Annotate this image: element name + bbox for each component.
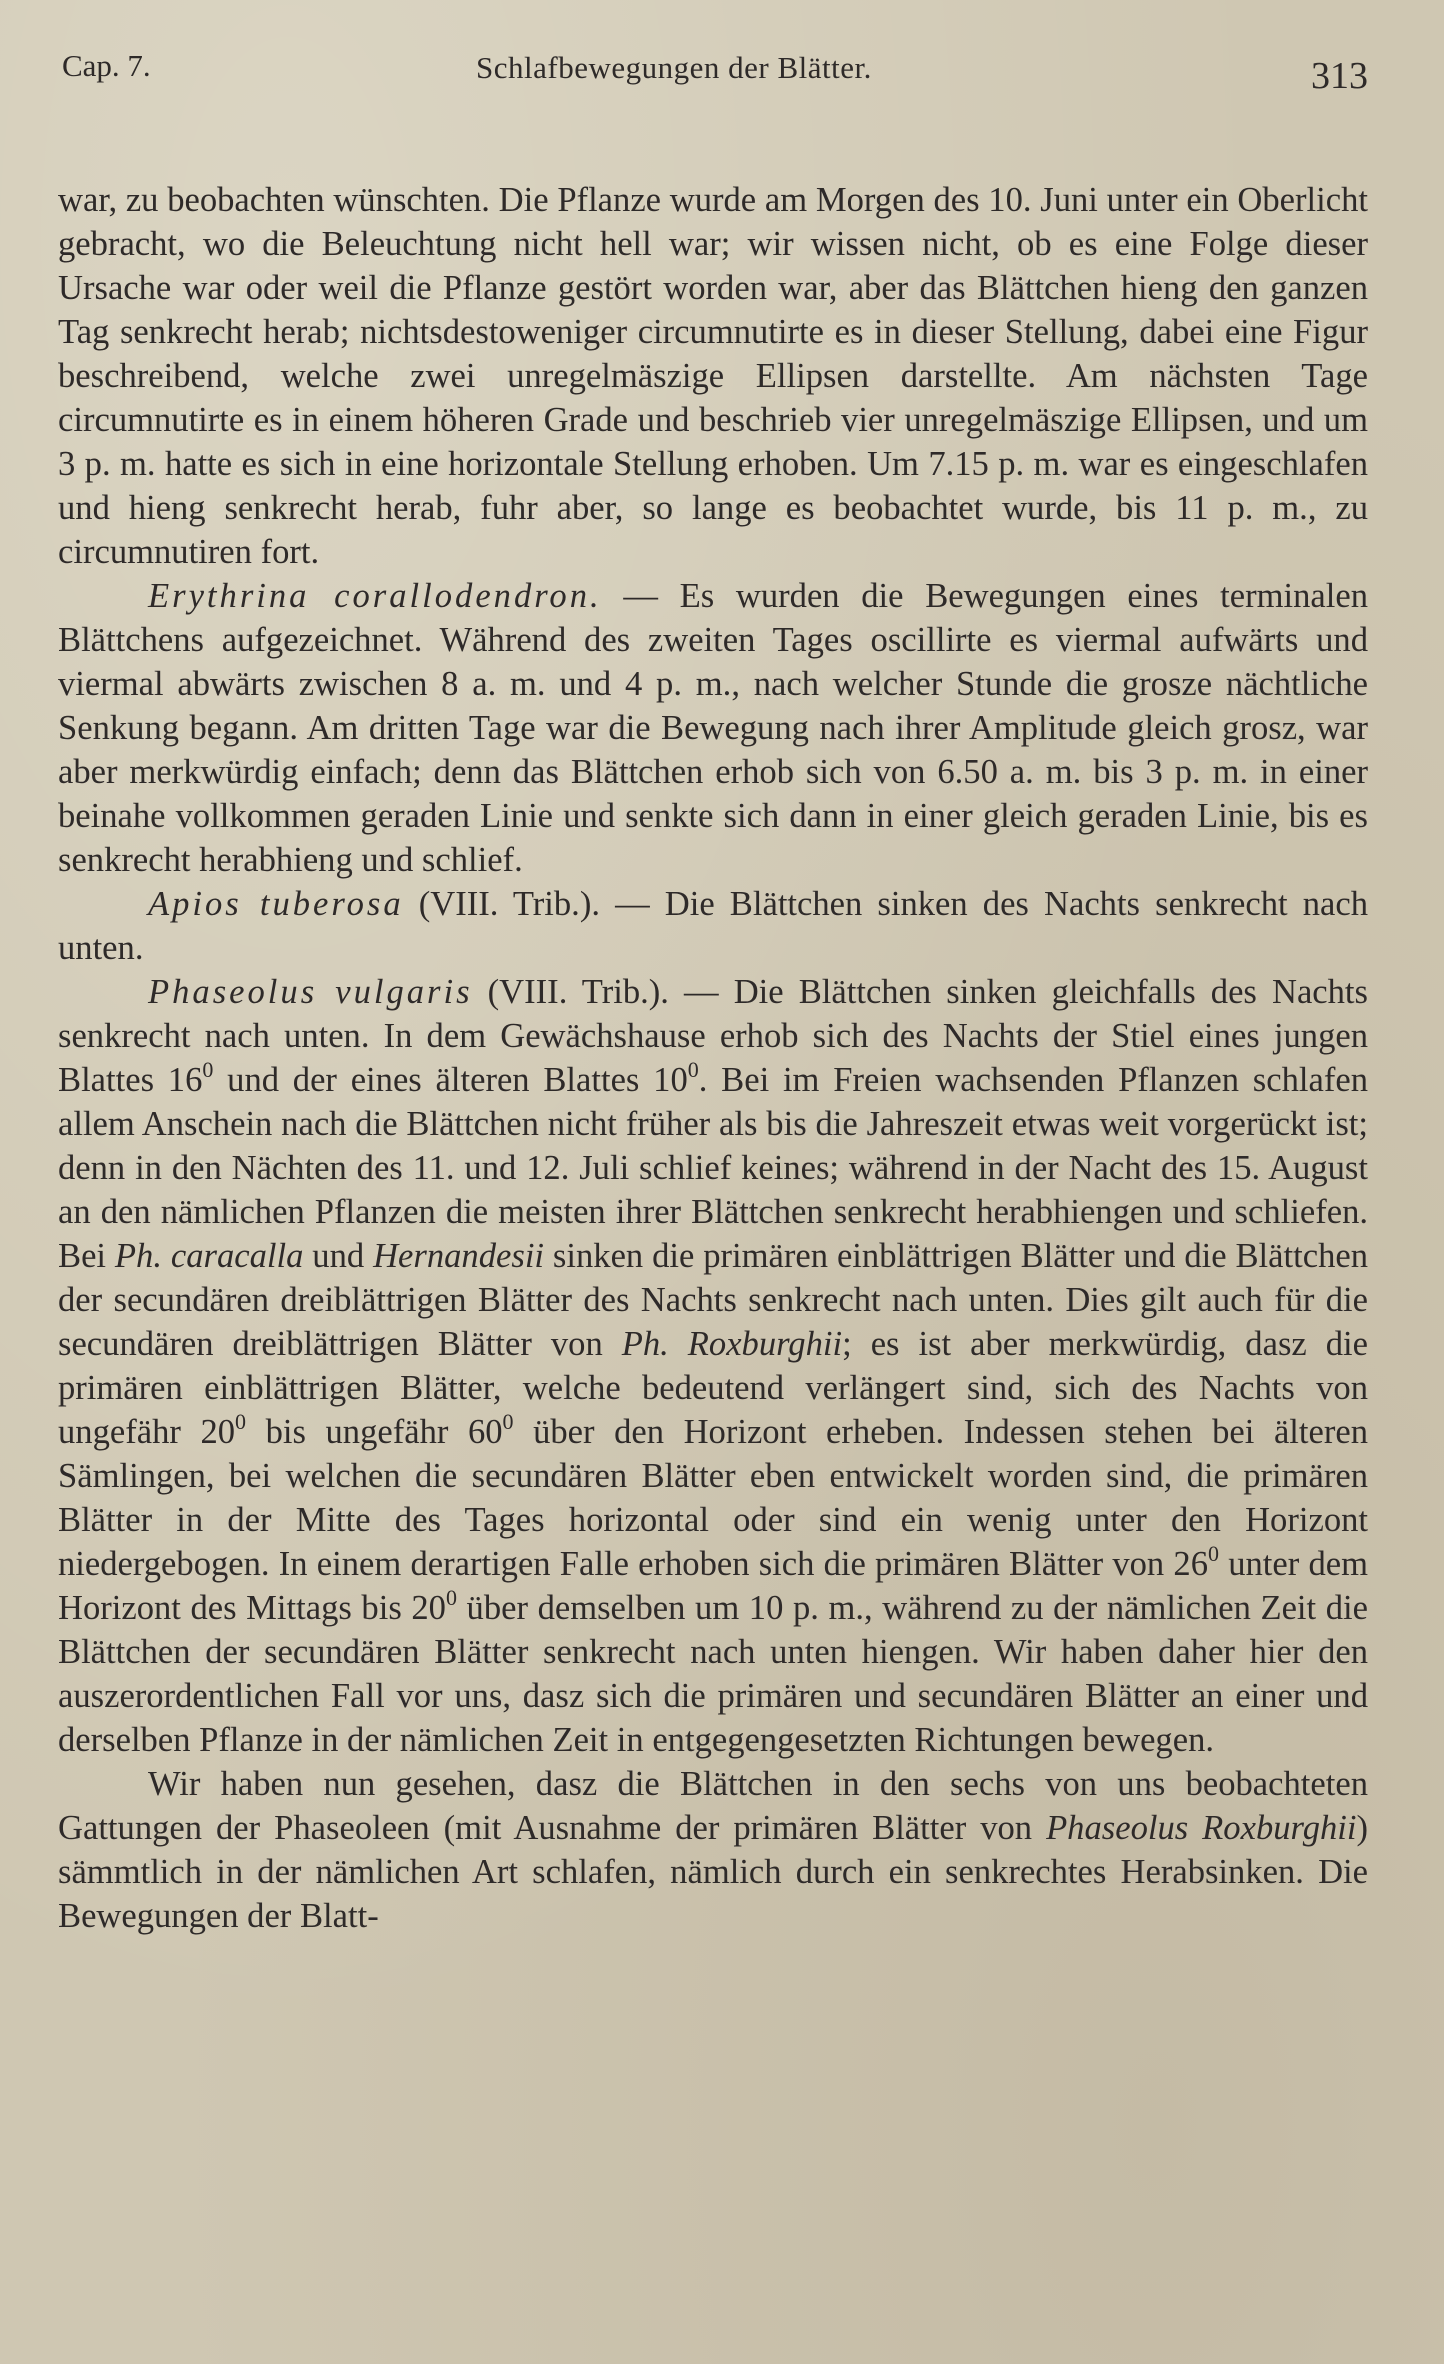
degree-mark: 0 — [235, 1409, 247, 1434]
degree-mark: 0 — [202, 1057, 214, 1082]
running-header — [58, 40, 1368, 110]
paragraph-phaseolus — [58, 970, 1368, 1762]
degree-mark: 0 — [687, 1057, 699, 1082]
paragraph-text: (VIII. Trib.). — Die Blättchen sinken des Nachts senkrecht nach unten. — [58, 885, 1368, 967]
body-text — [58, 178, 1368, 1938]
paragraph-text: . Bei im Freien wachsenden Pflanzen schlafen allem Anschein nach die Blättchen nicht früher als bis die Jahreszeit etwas weit vorgerückt ist; denn in den Nächten des 11. und 12. Juli schlief keines; während in der Nacht des 15. August an den nämlichen Pflanzen die meisten ihrer Blättchen senkrecht herabhiengen und schliefen. Bei — [58, 1061, 1368, 1275]
paragraph-text: unter dem Horizont des Mittags bis 20 — [58, 1545, 1368, 1627]
paragraph-text: über den Horizont erheben. Indessen stehen bei älteren Sämlingen, bei welchen die secundären Blätter eben entwickelt worden sind, die primären Blätter in der Mitte des Tages horizontal oder sind ein wenig unter den Horizont niedergebogen. In einem derartigen Falle erhoben sich die primären Blätter von 26 — [58, 1413, 1368, 1583]
paragraph-text: ) sämmtlich in der nämlichen Art schlafen, nämlich durch ein senkrechtes Herabsinken. Die Bewegungen der Blatt- — [58, 1809, 1368, 1935]
species-name: Phaseolus vulgaris — [148, 973, 473, 1011]
paragraph-text: sinken die primären einblättrigen Blätter und die Blättchen der secundären dreiblättrigen Blätter des Nachts senkrecht nach unten. Dies gilt auch für die secundären dreiblättrigen Blätter von — [58, 1237, 1368, 1363]
species-name: Phaseolus Roxburghii — [1046, 1809, 1357, 1847]
paragraph-text: und — [303, 1237, 374, 1275]
paragraph-apios — [58, 882, 1368, 970]
paragraph-text: (VIII. Trib.). — Die Blättchen sinken gleichfalls des Nachts senkrecht nach unten. In dem Gewächshause erhob sich des Nachts der Stiel eines jungen Blattes 16 — [58, 973, 1368, 1099]
paragraph-text: und der eines älteren Blattes 10 — [213, 1061, 688, 1099]
paragraph-text: — Es wurden die Bewegungen eines terminalen Blättchens aufgezeichnet. Während des zweiten Tages oscillirte es viermal aufwärts und viermal abwärts zwischen 8 a. m. und 4 p. m., nach welcher Stunde die grosze nächtliche Senkung begann. Am dritten Tage war die Bewegung nach ihrer Amplitude gleich grosz, war aber merkwürdig einfach; denn das Blättchen erhob sich von 6.50 a. m. bis 3 p. m. in einer beinahe vollkommen geraden Linie und senkte sich dann in einer gleich geraden Linie, bis es senkrecht herabhieng und schlief. — [58, 577, 1368, 879]
species-name: Hernandesii — [373, 1237, 545, 1275]
paragraph-text: Wir haben nun gesehen, dasz die Blättchen in den sechs von uns beobachteten Gattungen der Phaseoleen (mit Ausnahme der primären Blätter von — [58, 1765, 1368, 1847]
paragraph-1: war, zu beobachten wünschten. Die Pflanze wurde am Morgen des 10. Juni unter ein Oberlicht gebracht, wo die Beleuchtung nicht hell war; wir wissen nicht, ob es eine Folge dieser Ursache war oder weil die Pflanze gestört worden war, aber das Blättchen hieng den ganzen Tag senkrecht herab; nichtsdestoweniger circumnutirte es in dieser Stellung, dabei eine Figur beschreibend, welche zwei unregelmäszige Ellipsen darstellte. Am nächsten Tage circumnutirte es in einem höheren Grade und beschrieb vier unregelmäszige Ellipsen, und um 3 p. m. hatte es sich in eine horizontale Stellung erhoben. Um 7.15 p. m. war es eingeschlafen und hieng senkrecht herab, fuhr aber, so lange es beobachtet wurde, bis 11 p. m., zu circumnutiren fort. — [58, 181, 1368, 571]
running-title: Schlafbewegungen der Blätter. — [476, 50, 872, 85]
paragraph-text: ; es ist aber merkwürdig, dasz die primären einblättrigen Blätter, welche bedeutend verlängert sind, sich des Nachts von ungefähr 20 — [58, 1325, 1368, 1451]
degree-mark: 0 — [445, 1585, 457, 1610]
degree-mark: 0 — [1208, 1541, 1220, 1566]
paragraph-text: bis ungefähr 60 — [246, 1413, 503, 1451]
species-name: Apios tuberosa — [148, 885, 404, 923]
book-page — [58, 40, 1368, 2340]
species-name: Erythrina corallodendron. — [148, 577, 602, 615]
paragraph-text: über demselben um 10 p. m., während zu der nämlichen Zeit die Blättchen der secundären Blätter senkrecht nach unten hiengen. Wir haben daher hier den auszerordentlichen Fall vor uns, dasz sich die primären und secundären Blätter an einer und derselben Pflanze in der nämlichen Zeit in entgegengesetzten Richtungen bewegen. — [58, 1589, 1368, 1759]
species-name: Ph. caracalla — [114, 1237, 304, 1275]
degree-mark: 0 — [502, 1409, 514, 1434]
page-number: 313 — [1311, 55, 1368, 97]
chapter-label: Cap. 7. — [62, 48, 151, 83]
species-name: Ph. Roxburghii — [621, 1325, 843, 1363]
paragraph-summary — [58, 1762, 1368, 1938]
paragraph-erythrina — [58, 574, 1368, 882]
